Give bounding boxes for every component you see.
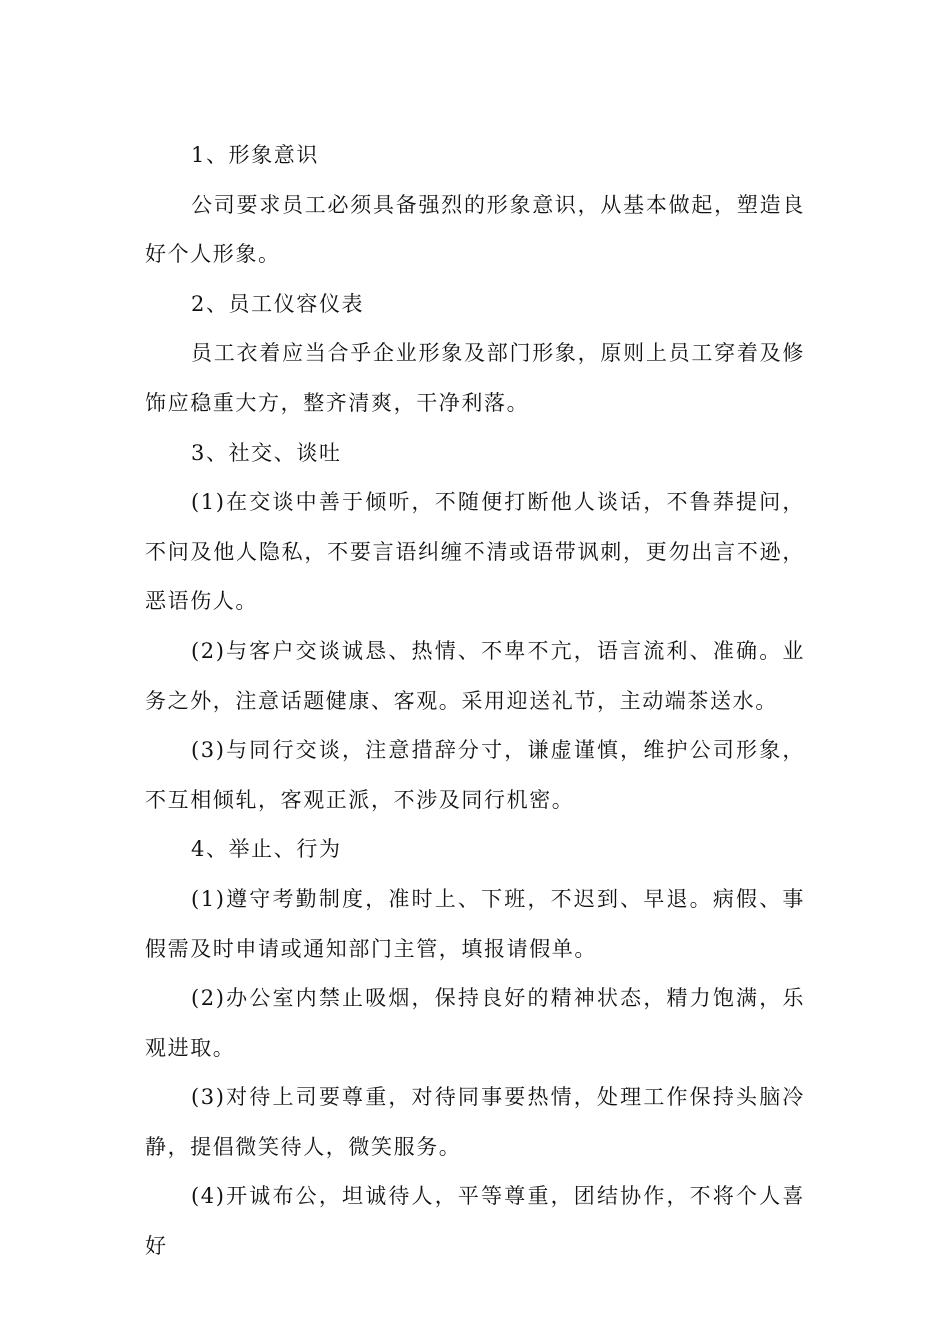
section-heading-appearance: 2、员工仪容仪表 <box>191 291 365 316</box>
paragraph-image-awareness: 公司要求员工必须具备强烈的形象意识，从基本做起，塑造良好个人形象。 <box>145 192 805 267</box>
paragraph-behavior-item-2: (2)办公室内禁止吸烟，保持良好的精神状态，精力饱满，乐观进取。 <box>145 986 805 1060</box>
paragraph-speech-item-3: (3)与同行交谈，注意措辞分寸，谦虚谨慎，维护公司形象，不互相倾轧，客观正派，不涉及同行机密。 <box>145 738 805 812</box>
paragraph-speech-item-1: (1)在交谈中善于倾听，不随便打断他人谈话，不鲁莽提问，不问及他人隐私，不要言语纠缠不清或语带讽刺，更勿出言不逊，恶语伤人。 <box>145 490 805 614</box>
paragraph-behavior-item-4: (4)开诚布公，坦诚待人，平等尊重，团结协作，不将个人喜好 <box>145 1184 805 1259</box>
paragraph-appearance: 员工衣着应当合乎企业形象及部门形象，原则上员工穿着及修饰应稳重大方，整齐清爽，干净利落。 <box>145 341 805 415</box>
section-heading-image-awareness: 1、形象意识 <box>191 143 319 167</box>
paragraph-behavior-item-1: (1)遵守考勤制度，准时上、下班，不迟到、早退。病假、事假需及时申请或通知部门主管，填报请假单。 <box>145 886 805 961</box>
document-body <box>145 131 805 1272</box>
section-heading-behavior: 4、举止、行为 <box>191 837 342 862</box>
paragraph-speech-item-2: (2)与客户交谈诚恳、热情、不卑不亢，语言流利、准确。业务之外，注意话题健康、客观。采用迎送礼节，主动端茶送水。 <box>145 638 805 713</box>
section-heading-social-speech: 3、社交、谈吐 <box>191 440 342 465</box>
paragraph-behavior-item-3: (3)对待上司要尊重，对待同事要热情，处理工作保持头脑冷静，提倡微笑待人，微笑服务。 <box>145 1085 805 1159</box>
